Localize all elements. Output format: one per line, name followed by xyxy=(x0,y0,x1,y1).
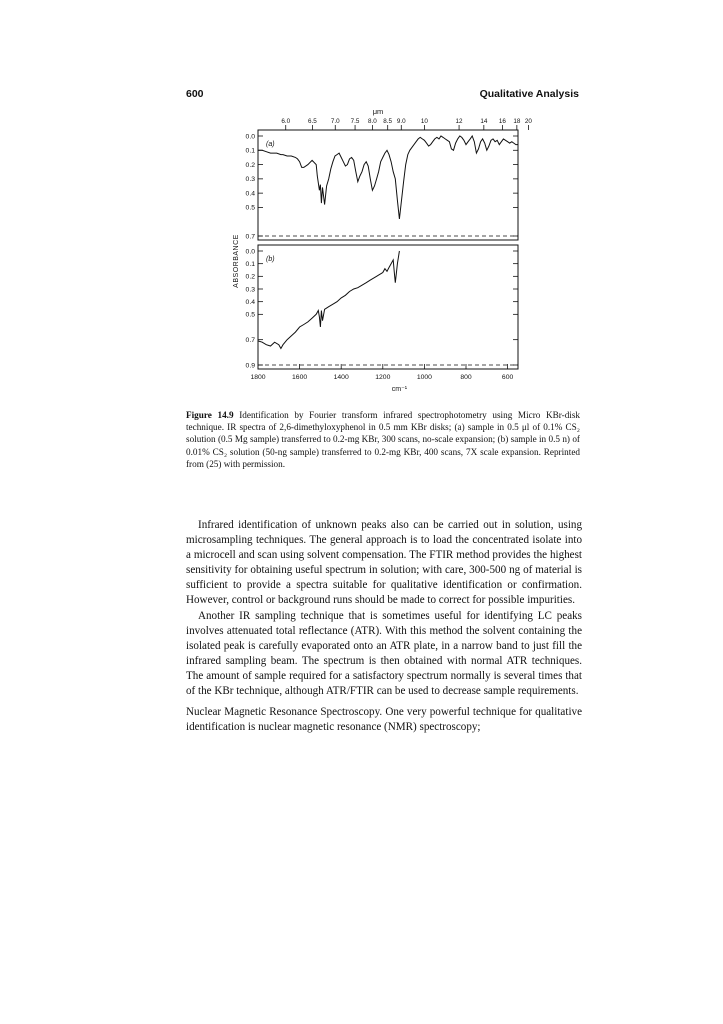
y-tick-label: 0.2 xyxy=(245,273,255,281)
top-tick-label: 7.5 xyxy=(350,118,360,125)
top-tick-label: 10 xyxy=(420,118,428,125)
y-tick-label: 0.2 xyxy=(245,161,255,169)
top-tick-label: 12 xyxy=(455,118,463,125)
y-tick-label: 0.0 xyxy=(245,248,255,256)
body-text xyxy=(186,518,582,735)
panel-label: (b) xyxy=(266,256,275,263)
paragraph: Infrared identification of unknown peaks also can be carried out in solution, using microsampling techniques. The general approach is to load the concentrated isolate into a microcell and scan using solvent compensation. The FTIR method provides the highest sensitivity for obtaining useful spectrum in solution; with care, 300-500 ng of material is sufficient to provide a spectra suitable for qualitative identification or confirmation. However, control or background runs should be made to correct for possible impurities. xyxy=(186,519,582,607)
caption-text: Identification by Fourier transform infrared spectrophotometry using Micro KBr-disk technique. IR spectra of 2,6-dimethyloxyphenol in 0.5 mm KBr disks; (a) sample in 0.5 μl of 0.1% CS₂ solution (0.5 Mg sample) transferred to 0.2-mg KBr, 300 scans, no-scale expansion; (b) sample in 0.5 n) of 0.01% CS₂ solution (50-ng sample) transferred to 0.2-mg KBr, 400 scans, 7X scale expansion. Reprinted from (25) with permission. xyxy=(186,410,581,469)
bottom-tick-label: 1800 xyxy=(250,374,266,381)
y-tick-label: 0.3 xyxy=(245,286,255,294)
spectrum-line xyxy=(258,136,518,219)
top-tick-label: 8.0 xyxy=(368,118,377,125)
top-tick-label: 6.0 xyxy=(281,118,291,125)
top-tick-label: 6.5 xyxy=(308,118,317,125)
bottom-tick-label: 1000 xyxy=(416,374,432,381)
bottom-axis-label: cm⁻¹ xyxy=(391,386,408,393)
y-tick-label: 0.1 xyxy=(245,260,255,268)
y-tick-label: 0.0 xyxy=(245,133,255,141)
bottom-tick-label: 600 xyxy=(501,374,514,381)
panel-frame xyxy=(258,245,518,369)
y-axis-label: ABSORBANCE xyxy=(233,234,240,288)
top-tick-label: 9.0 xyxy=(396,118,406,125)
bottom-tick-label: 1400 xyxy=(333,374,349,381)
y-tick-label: 0.7 xyxy=(245,336,255,344)
top-tick-label: 18 xyxy=(513,118,521,125)
spectrum-line xyxy=(258,251,399,349)
y-tick-label: 0.4 xyxy=(245,298,255,306)
top-axis-label: μm xyxy=(372,107,384,116)
y-tick-label: 0.5 xyxy=(245,204,255,212)
y-tick-label: 0.3 xyxy=(245,176,255,184)
panel-label: (a) xyxy=(266,141,275,148)
bottom-tick-label: 800 xyxy=(460,374,472,381)
figure-caption xyxy=(186,409,580,470)
top-tick-label: 16 xyxy=(498,118,506,125)
running-title: Qualitative Analysis xyxy=(479,88,579,100)
y-tick-label: 0.9 xyxy=(245,362,255,370)
y-tick-label: 0.4 xyxy=(245,190,255,198)
y-tick-label: 0.1 xyxy=(245,147,255,155)
page-number: 600 xyxy=(186,88,204,100)
y-tick-label: 0.5 xyxy=(245,311,255,319)
top-tick-label: 14 xyxy=(480,118,488,125)
paragraph: Nuclear Magnetic Resonance Spectroscopy. One very powerful technique for qualitative identification is nuclear magnetic resonance (NMR) spectroscopy; xyxy=(186,706,582,734)
bottom-tick-label: 1600 xyxy=(292,374,308,381)
top-tick-label: 7.0 xyxy=(330,118,340,125)
top-tick-label: 8.5 xyxy=(383,118,393,125)
caption-label: Figure 14.9 xyxy=(186,410,234,420)
bottom-tick-label: 1200 xyxy=(375,374,391,381)
y-tick-label: 0.7 xyxy=(245,233,255,241)
paragraph: Another IR sampling technique that is sometimes useful for identifying LC peaks involves attenuated total reflectance (ATR). With this method the solvent containing the isolated peak is carefully evaporated onto an ATR plate, in a narrow band to just fill the infrared sampling beam. The spectrum is then obtained with normal ATR techniques. The amount of sample required for a satisfactory spectrum normally is several times that of the KBr technique, although ATR/FTIR can be used to decrease sample requirements. xyxy=(186,609,582,698)
ir-spectrum-figure xyxy=(218,103,532,399)
top-tick-label: 20 xyxy=(524,118,532,125)
